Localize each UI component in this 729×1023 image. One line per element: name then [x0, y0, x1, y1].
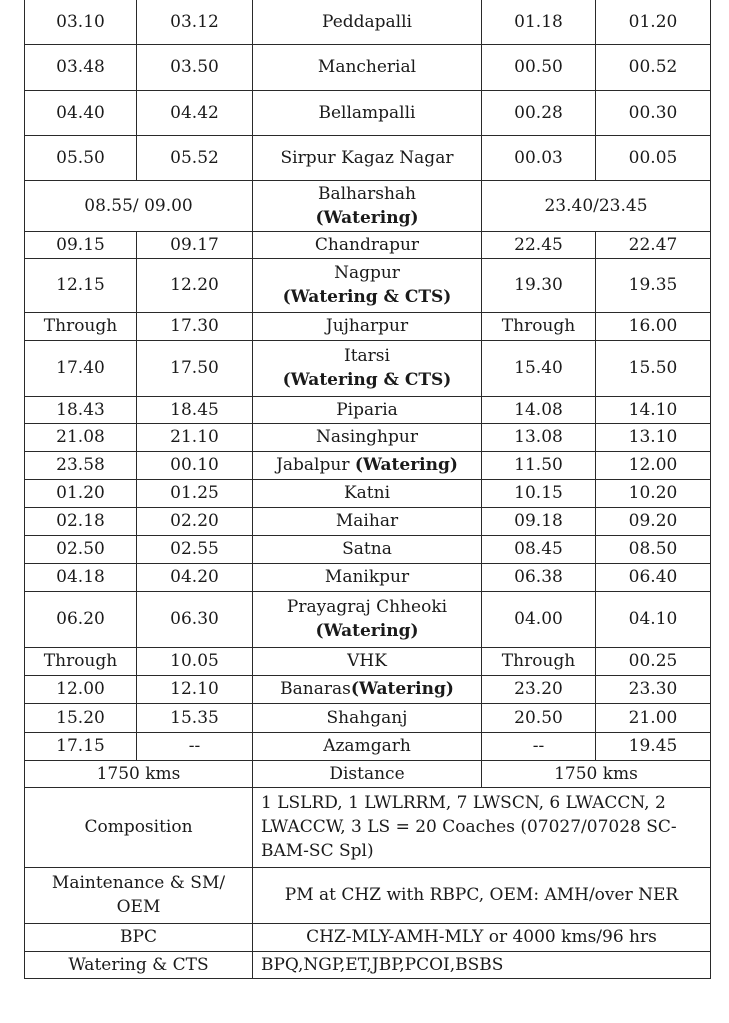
- down-departure: 02.20: [137, 507, 253, 535]
- up-departure: 12.00: [596, 451, 711, 479]
- station-name: Chandrapur: [253, 231, 482, 258]
- up-arrival: --: [482, 732, 596, 760]
- down-departure: 17.30: [137, 312, 253, 340]
- up-departure: 09.20: [596, 507, 711, 535]
- down-arrival: 04.18: [25, 563, 137, 591]
- down-departure: 12.10: [137, 675, 253, 703]
- station-name: Bellampalli: [253, 90, 482, 135]
- down-timing: 08.55/ 09.00: [25, 180, 253, 231]
- down-arrival: 23.58: [25, 451, 137, 479]
- watering-value: BPQ,NGP,ET,JBP,PCOI,BSBS: [253, 951, 711, 978]
- down-departure: 04.42: [137, 90, 253, 135]
- watering-row: [25, 951, 711, 978]
- up-arrival: 13.08: [482, 423, 596, 451]
- down-arrival: Through: [25, 312, 137, 340]
- distance-row: [25, 760, 711, 787]
- table-row: [25, 423, 711, 451]
- down-arrival: 02.50: [25, 535, 137, 563]
- down-departure: 00.10: [137, 451, 253, 479]
- composition-value: 1 LSLRD, 1 LWLRRM, 7 LWSCN, 6 LWACCN, 2 LWACCW, 3 LS = 20 Coaches (07027/07028 SC-BAM-SC Spl): [253, 787, 711, 867]
- station-name: Sirpur Kagaz Nagar: [253, 135, 482, 180]
- maintenance-label: Maintenance & SM/ OEM: [25, 867, 253, 923]
- station-note: (Watering & CTS): [282, 370, 452, 390]
- up-arrival: 23.20: [482, 675, 596, 703]
- distance-label: Distance: [253, 760, 482, 787]
- down-arrival: 05.50: [25, 135, 137, 180]
- down-departure: 15.35: [137, 703, 253, 732]
- up-departure: 16.00: [596, 312, 711, 340]
- up-departure: 22.47: [596, 231, 711, 258]
- station-name: Shahganj: [253, 703, 482, 732]
- up-arrival: 14.08: [482, 396, 596, 423]
- station-name: [253, 675, 482, 703]
- station-name: [253, 451, 482, 479]
- up-departure: 23.30: [596, 675, 711, 703]
- station-note: (Watering): [315, 207, 419, 228]
- station-name: [253, 180, 482, 231]
- table-row: [25, 396, 711, 423]
- up-departure: 06.40: [596, 563, 711, 591]
- up-arrival: 15.40: [482, 340, 596, 396]
- up-departure: 00.30: [596, 90, 711, 135]
- down-arrival: 03.48: [25, 44, 137, 90]
- station-name: Piparia: [253, 396, 482, 423]
- station-label: Prayagraj Chheoki: [286, 597, 448, 617]
- down-departure: 17.50: [137, 340, 253, 396]
- up-departure: 10.20: [596, 479, 711, 507]
- station-name: VHK: [253, 647, 482, 675]
- up-departure: 14.10: [596, 396, 711, 423]
- station-name: Jujharpur: [253, 312, 482, 340]
- up-departure: 04.10: [596, 591, 711, 647]
- up-arrival: 00.03: [482, 135, 596, 180]
- down-departure: 21.10: [137, 423, 253, 451]
- down-departure: --: [137, 732, 253, 760]
- up-arrival: 08.45: [482, 535, 596, 563]
- down-departure: 03.12: [137, 0, 253, 44]
- up-departure: 19.35: [596, 258, 711, 312]
- table-row: [25, 535, 711, 563]
- station-label: Balharshah: [317, 183, 417, 204]
- up-arrival: Through: [482, 647, 596, 675]
- up-arrival: 20.50: [482, 703, 596, 732]
- down-departure: 04.20: [137, 563, 253, 591]
- down-arrival: 18.43: [25, 396, 137, 423]
- up-arrival: 01.18: [482, 0, 596, 44]
- station-name: [253, 591, 482, 647]
- up-arrival: 19.30: [482, 258, 596, 312]
- up-arrival: 10.15: [482, 479, 596, 507]
- table-row: [25, 258, 711, 312]
- up-departure: 00.52: [596, 44, 711, 90]
- up-departure: 08.50: [596, 535, 711, 563]
- table-row: [25, 703, 711, 732]
- down-arrival: 01.20: [25, 479, 137, 507]
- table-row: [25, 647, 711, 675]
- up-departure: 19.45: [596, 732, 711, 760]
- up-arrival: Through: [482, 312, 596, 340]
- station-name: [253, 340, 482, 396]
- down-arrival: 17.15: [25, 732, 137, 760]
- down-departure: 02.55: [137, 535, 253, 563]
- bpc-value: CHZ-MLY-AMH-MLY or 4000 kms/96 hrs: [253, 923, 711, 951]
- down-departure: 18.45: [137, 396, 253, 423]
- station-name: Katni: [253, 479, 482, 507]
- station-name: Azamgarh: [253, 732, 482, 760]
- down-arrival: Through: [25, 647, 137, 675]
- station-name: Manikpur: [253, 563, 482, 591]
- table-row: [25, 675, 711, 703]
- down-departure: 10.05: [137, 647, 253, 675]
- table-row: [25, 563, 711, 591]
- up-arrival: 22.45: [482, 231, 596, 258]
- watering-label: Watering & CTS: [25, 951, 253, 978]
- up-arrival: 00.50: [482, 44, 596, 90]
- table-row: [25, 507, 711, 535]
- station-name: [253, 258, 482, 312]
- table-row: [25, 451, 711, 479]
- station-name: Nasinghpur: [253, 423, 482, 451]
- down-arrival: 02.18: [25, 507, 137, 535]
- up-departure: 00.05: [596, 135, 711, 180]
- down-departure: 12.20: [137, 258, 253, 312]
- table-row: [25, 312, 711, 340]
- table-row: [25, 340, 711, 396]
- composition-label: Composition: [25, 787, 253, 867]
- up-arrival: 06.38: [482, 563, 596, 591]
- station-note: (Watering): [354, 455, 458, 475]
- down-arrival: 12.00: [25, 675, 137, 703]
- up-timing: 23.40/23.45: [482, 180, 711, 231]
- up-arrival: 00.28: [482, 90, 596, 135]
- table-row: [25, 180, 711, 231]
- down-arrival: 06.20: [25, 591, 137, 647]
- station-name: Satna: [253, 535, 482, 563]
- bpc-label: BPC: [25, 923, 253, 951]
- up-departure: 15.50: [596, 340, 711, 396]
- station-note: (Watering): [315, 621, 419, 641]
- down-arrival: 09.15: [25, 231, 137, 258]
- maintenance-value: PM at CHZ with RBPC, OEM: AMH/over NER: [253, 867, 711, 923]
- down-departure: 05.52: [137, 135, 253, 180]
- up-arrival: 09.18: [482, 507, 596, 535]
- station-name: Maihar: [253, 507, 482, 535]
- up-departure: 21.00: [596, 703, 711, 732]
- down-arrival: 17.40: [25, 340, 137, 396]
- station-label: Jabalpur: [276, 455, 355, 475]
- table-row: [25, 479, 711, 507]
- station-name: Mancherial: [253, 44, 482, 90]
- station-note: (Watering): [350, 679, 454, 699]
- station-label: Nagpur: [334, 263, 400, 283]
- down-departure: 01.25: [137, 479, 253, 507]
- down-arrival: 03.10: [25, 0, 137, 44]
- down-departure: 06.30: [137, 591, 253, 647]
- table-row: [25, 591, 711, 647]
- down-departure: 09.17: [137, 231, 253, 258]
- down-arrival: 15.20: [25, 703, 137, 732]
- station-name: Peddapalli: [253, 0, 482, 44]
- down-arrival: 12.15: [25, 258, 137, 312]
- table-row: [25, 0, 711, 44]
- station-label: Banaras: [280, 679, 351, 699]
- composition-row: [25, 787, 711, 867]
- table-row: [25, 90, 711, 135]
- station-note: (Watering & CTS): [282, 287, 452, 307]
- bpc-row: [25, 923, 711, 951]
- table-row: [25, 135, 711, 180]
- timetable: [24, 0, 711, 979]
- up-arrival: 11.50: [482, 451, 596, 479]
- down-arrival: 21.08: [25, 423, 137, 451]
- up-departure: 00.25: [596, 647, 711, 675]
- table-row: [25, 231, 711, 258]
- maintenance-row: [25, 867, 711, 923]
- distance-down: 1750 kms: [25, 760, 253, 787]
- down-arrival: 04.40: [25, 90, 137, 135]
- up-departure: 01.20: [596, 0, 711, 44]
- station-label: Itarsi: [344, 346, 390, 366]
- table-row: [25, 44, 711, 90]
- table-row: [25, 732, 711, 760]
- up-arrival: 04.00: [482, 591, 596, 647]
- up-departure: 13.10: [596, 423, 711, 451]
- down-departure: 03.50: [137, 44, 253, 90]
- distance-up: 1750 kms: [482, 760, 711, 787]
